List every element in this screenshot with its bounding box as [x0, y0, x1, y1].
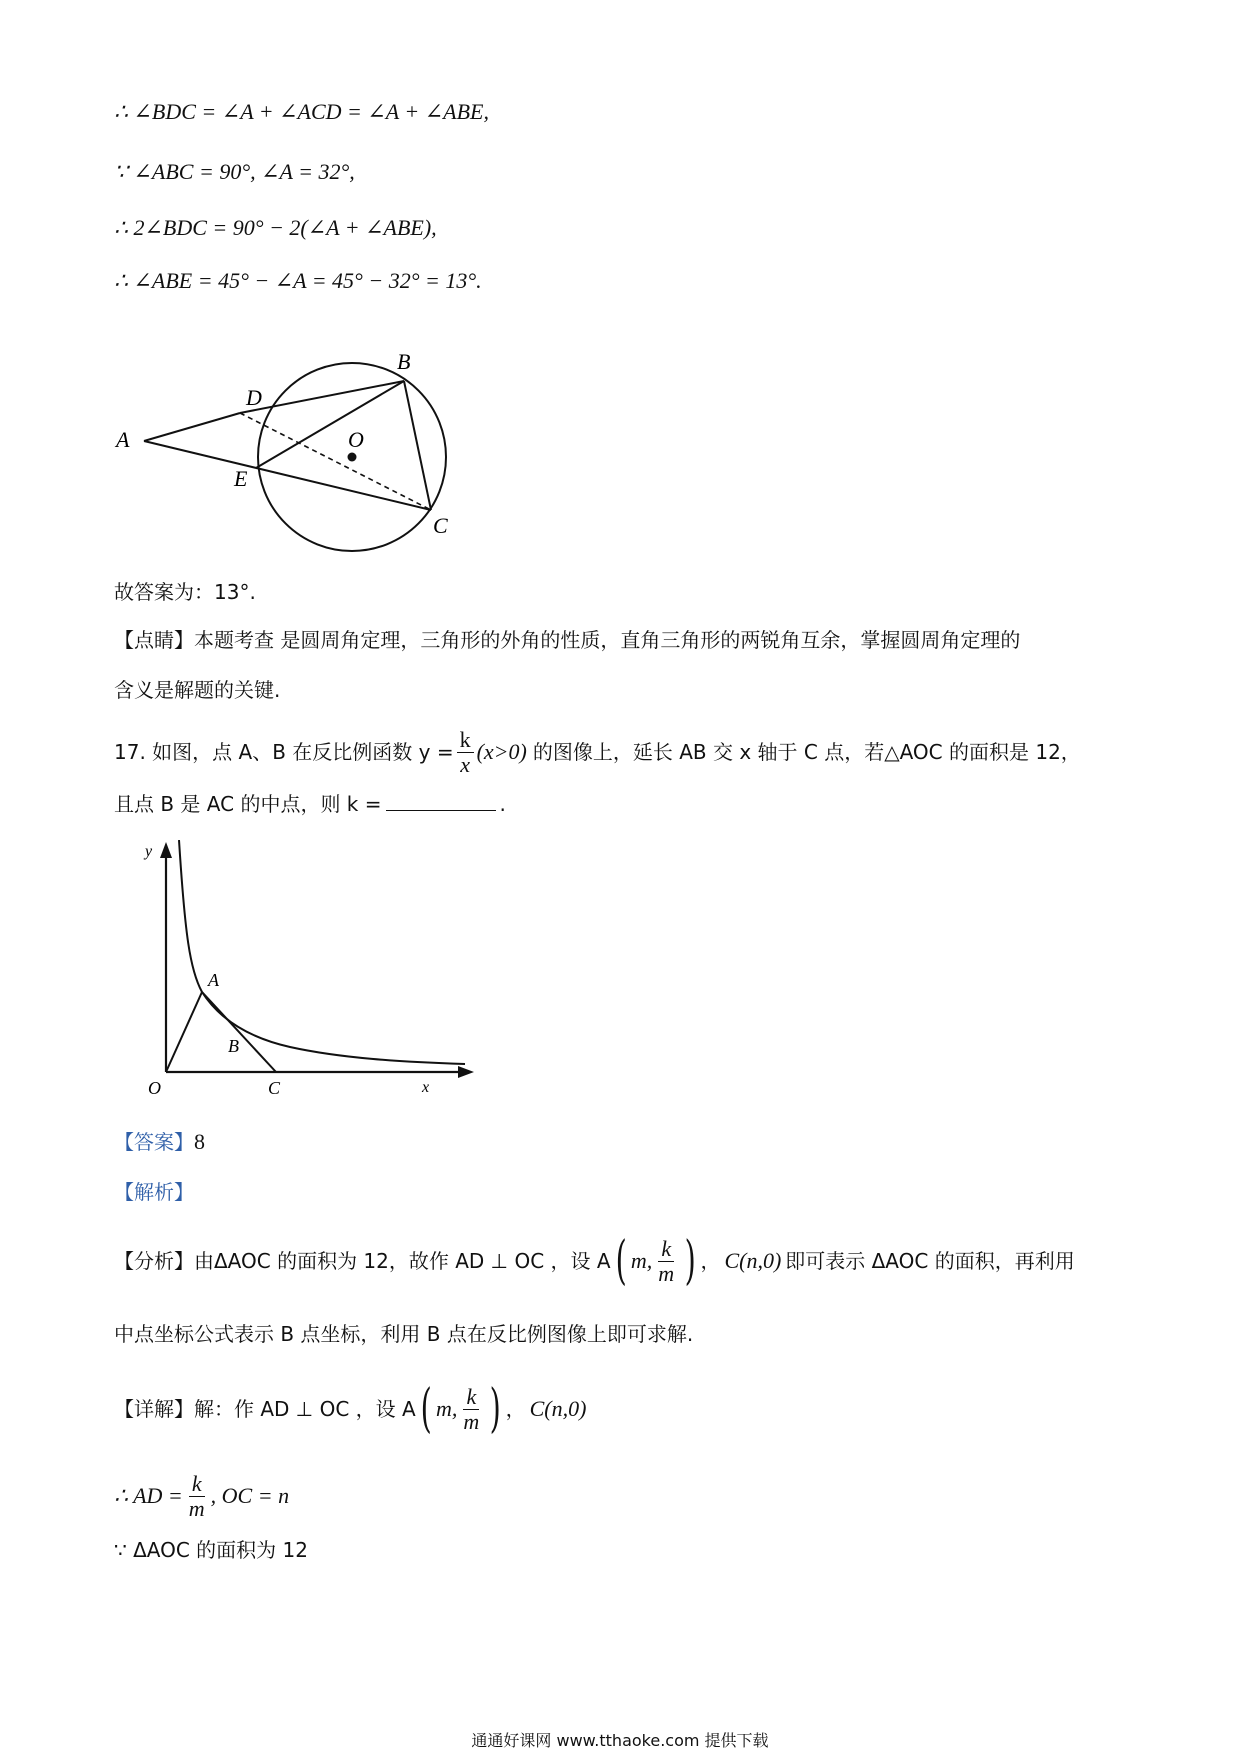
equation-line-1: ∴ ∠BDC = ∠A + ∠ACD = ∠A + ∠ABE,: [114, 99, 489, 124]
dianjing-line-2: 含义是解题的关键.: [114, 678, 281, 702]
figure2-label-a: A: [208, 970, 219, 990]
fenxi-tag: 【分析】: [114, 1249, 194, 1273]
fenxi-frac-den: m: [658, 1260, 675, 1286]
fenxi-line-2: 中点坐标公式表示 B 点坐标，利用 B 点在反比例图像上即可求解.: [114, 1322, 694, 1346]
xiangjie-frac-den: m: [463, 1408, 480, 1434]
therefore-b: , OC = n: [210, 1483, 290, 1508]
hyperbola-figure: [140, 840, 480, 1110]
equation-line-3: ∴ 2∠BDC = 90° − 2(∠A + ∠ABE),: [114, 215, 437, 240]
q17-part1: 17. 如图，点 A、B 在反比例函数 y =: [114, 740, 454, 764]
q17-line2-text: 且点 B 是 AC 的中点，则 k =: [114, 792, 382, 816]
therefore-frac-num: k: [189, 1472, 205, 1497]
answer-value: 8: [194, 1129, 205, 1154]
xiangjie-paren-right: ): [489, 1379, 501, 1439]
therefore-a: ∴ AD =: [114, 1483, 183, 1508]
figure2-label-x: x: [422, 1079, 430, 1096]
therefore-fraction: [186, 1472, 208, 1521]
fenxi-m: m,: [630, 1248, 653, 1273]
circle-figure: [110, 340, 470, 560]
xiangjie-c: C(n,0): [529, 1396, 587, 1421]
q17-line2-end: .: [499, 792, 506, 816]
fenxi-c: C(n,0): [724, 1248, 782, 1273]
question-17-line-2: [114, 790, 506, 818]
q17-frac-num: k: [457, 728, 474, 753]
answer-line-16: 故答案为：13°.: [114, 580, 256, 604]
because-line: ∵ ΔAOC 的面积为 12: [114, 1538, 308, 1562]
answer-blank: [386, 790, 496, 811]
fenxi-frac-num: k: [658, 1237, 674, 1262]
equation-line-2: ∵ ∠ABC = 90°, ∠A = 32°,: [114, 159, 355, 184]
xiangjie-paren-left: (: [420, 1379, 432, 1439]
figure1-label-a: A: [116, 427, 130, 452]
fenxi-text-a: 由ΔAOC 的面积为 12，故作 AD ⊥ OC ，设 A: [194, 1249, 611, 1273]
xiangjie-frac-num: k: [463, 1385, 479, 1410]
xiangjie-fraction: [460, 1385, 482, 1434]
answer-line: [114, 1128, 205, 1156]
dianjing-text-1: 本题考查 是圆周角定理，三角形的外角的性质，直角三角形的两锐角互余，掌握圆周角定理的: [194, 628, 1021, 652]
xiangjie-m: m,: [435, 1396, 458, 1421]
xiangjie-line: [114, 1374, 590, 1444]
figure1-label-c: C: [433, 513, 448, 538]
fenxi-sep: ，: [700, 1249, 721, 1273]
therefore-frac-den: m: [188, 1495, 205, 1521]
dianjing-line-1: [114, 626, 1020, 654]
figure2-label-y: y: [145, 843, 153, 860]
answer-tag: 【答案】: [114, 1130, 194, 1154]
figure1-label-e: E: [234, 466, 248, 491]
figure2-label-b: B: [228, 1036, 239, 1056]
jiexi-tag: 【解析】: [114, 1180, 194, 1204]
figure2-label-o: O: [148, 1078, 161, 1098]
fenxi-fraction: [655, 1237, 677, 1286]
dianjing-tag: 【点睛】: [114, 628, 194, 652]
q17-part2: 的图像上，延长 AB 交 x 轴于 C 点，若△AOC 的面积是 12，: [532, 740, 1081, 764]
figure2-label-c: C: [268, 1078, 281, 1098]
jiexi-line: [114, 1178, 194, 1206]
xiangjie-tag: 【详解】: [114, 1397, 194, 1421]
figure1-label-o: O: [348, 427, 364, 452]
fenxi-paren-right: ): [684, 1231, 696, 1291]
therefore-line: [114, 1466, 289, 1526]
fenxi-text-b: 即可表示 ΔAOC 的面积，再利用: [785, 1249, 1075, 1273]
q17-frac-den: x: [460, 751, 470, 777]
xiangjie-text-a: 解：作 AD ⊥ OC ，设 A: [194, 1397, 416, 1421]
figure1-label-d: D: [246, 385, 262, 410]
fenxi-line-1: [114, 1226, 1075, 1296]
footer: 通通好课网 www.tthaoke.com 提供下载: [471, 1731, 769, 1750]
figure1-label-b: B: [397, 349, 411, 374]
q17-fraction: [457, 728, 474, 777]
xiangjie-sep: ，: [505, 1397, 526, 1421]
q17-condition: (x>0): [476, 739, 527, 764]
equation-line-4: ∴ ∠ABE = 45° − ∠A = 45° − 32° = 13°.: [114, 268, 482, 293]
question-17-line-1: [114, 724, 1081, 780]
fenxi-paren-left: (: [615, 1231, 627, 1291]
